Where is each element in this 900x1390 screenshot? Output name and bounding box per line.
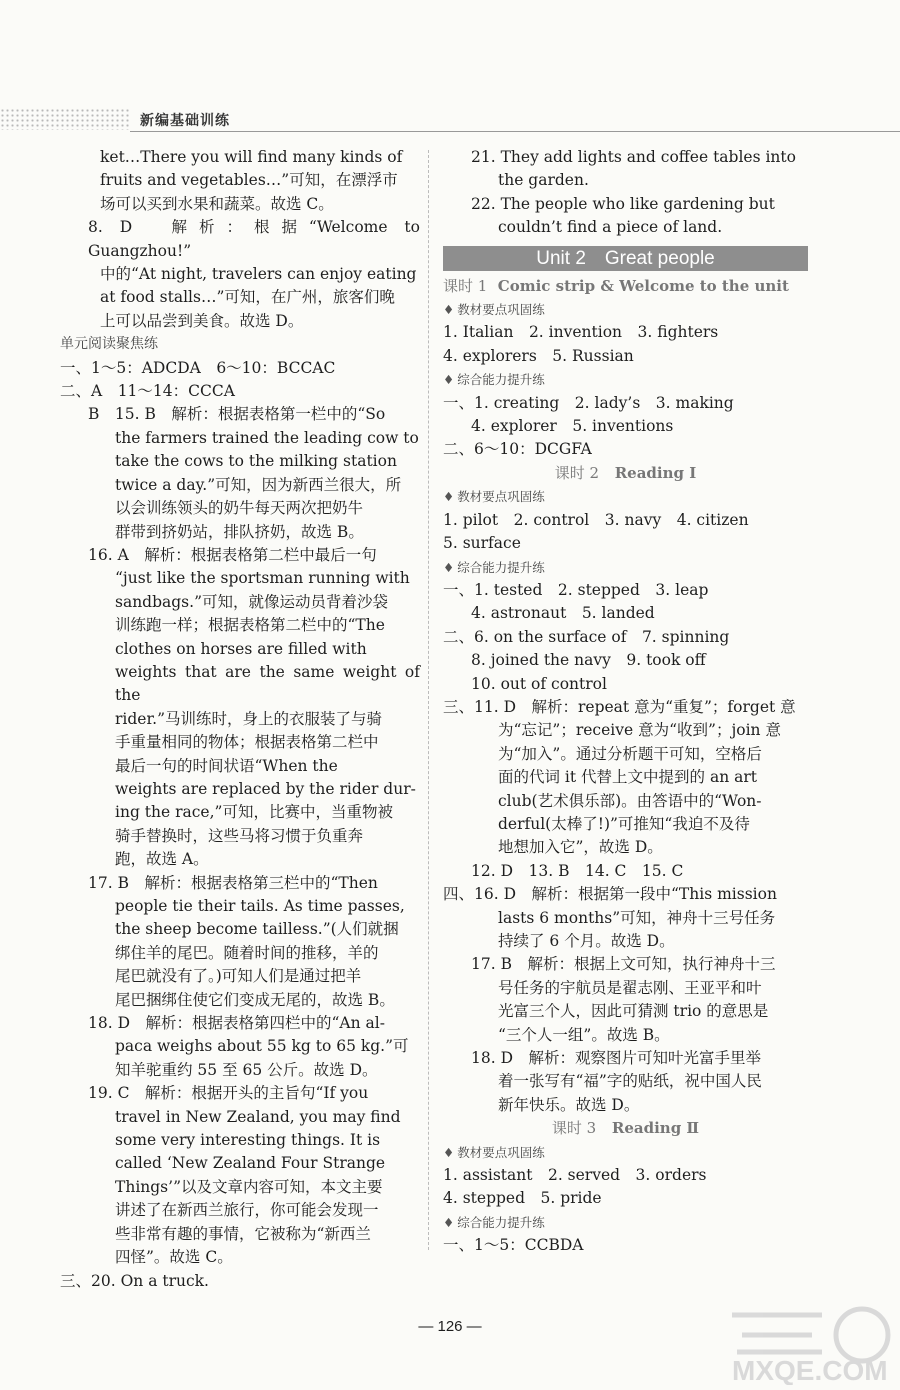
- text-line: lasts 6 months”可知，神舟十三号任务: [498, 908, 776, 927]
- text-line: paca weighs about 55 kg to 65 kg.”可: [115, 1037, 409, 1056]
- text-line: travel in New Zealand, you may find: [115, 1107, 401, 1126]
- text-line: 一、1. creating 2. lady’s 3. making: [443, 393, 734, 412]
- header-dot-pattern: [0, 108, 130, 130]
- text-line: 5. surface: [443, 534, 521, 553]
- lesson-3-heading: [443, 1117, 808, 1140]
- text-line: 尾巴就没有了。)可知人们是通过把羊: [115, 967, 362, 986]
- text-line: 一、1. tested 2. stepped 3. leap: [443, 580, 709, 599]
- text-line: 4. stepped 5. pride: [443, 1189, 602, 1208]
- text-line: 知羊驼重约 55 至 65 公斤。故选 D。: [115, 1060, 378, 1079]
- answer-15: B 15. B 解析：根据表格第一栏中的“So: [88, 405, 386, 424]
- answer-18: 18. D 解析：观察图片可知叶光富手里举: [471, 1049, 762, 1068]
- answer-18: 18. D 解析：根据表格第四栏中的“An al-: [88, 1014, 385, 1033]
- header-rule: [130, 131, 900, 132]
- diamond-icon: ♦: [443, 559, 455, 575]
- text-line: 些非常有趣的事情，它被称为“新西兰: [115, 1224, 371, 1243]
- lesson-2-label: 课时 2: [554, 463, 600, 482]
- text-line: 1. Italian 2. invention 3. fighters: [443, 323, 719, 342]
- text-line: clothes on horses are filled with: [115, 639, 367, 658]
- lesson-1-heading: [443, 275, 808, 298]
- lesson-2-title: Reading Ⅰ: [614, 463, 697, 482]
- text-line: 4. explorer 5. inventions: [471, 417, 674, 436]
- subsection-heading: [443, 368, 808, 391]
- subsection-heading: [443, 556, 808, 579]
- text-line: the garden.: [498, 171, 589, 190]
- text-line: 训练跑一样；根据表格第二栏中的“The: [115, 616, 385, 635]
- diamond-icon: ♦: [443, 302, 455, 318]
- answer-21: 21. They add lights and coffee tables into: [471, 148, 796, 166]
- text-line: 新年快乐。故选 D。: [498, 1095, 640, 1114]
- answer-group-2: 二、A 11～14：CCCA: [60, 382, 235, 401]
- text-line: at food stalls…”可知，在广州，旅客们晚: [100, 288, 395, 307]
- text-line: fruits and vegetables…”可知，在漂浮市: [100, 171, 398, 190]
- watermark-logo: [722, 1300, 897, 1385]
- text-line: 场可以买到水果和蔬菜。故选 C。: [100, 194, 334, 213]
- text-line: 手重量相同的物体；根据表格第二栏中: [115, 733, 379, 752]
- text-line: weights that are the same weight of the: [115, 662, 420, 705]
- answer-group-1: 一、1～5：ADCDA 6～10：BCCAC: [60, 358, 336, 377]
- lesson-1-label: 课时 1: [443, 276, 488, 295]
- right-column: [443, 146, 808, 1258]
- text-line: the farmers trained the leading cow to: [115, 428, 419, 447]
- unit-title-bar: Unit 2 Great people: [443, 246, 808, 271]
- diamond-icon: ♦: [443, 489, 455, 505]
- subsection-heading: [443, 1211, 808, 1234]
- text-line: weights are replaced by the rider dur-: [115, 779, 416, 798]
- text-line: 讲述了在新西兰旅行，你可能会发现一: [115, 1201, 379, 1220]
- text-line: 1. assistant 2. served 3. orders: [443, 1166, 707, 1185]
- text-line: 地想加入它”，故选 D。: [498, 838, 663, 857]
- text-line: 号任务的宇航员是翟志刚、王亚平和叶: [498, 978, 762, 997]
- answer-19: 19. C 解析：根据开头的主旨句“If you: [88, 1084, 369, 1103]
- text-line: people tie their tails. As time passes,: [115, 897, 405, 915]
- text-line: 二、6～10：DCGFA: [443, 440, 592, 459]
- subsection-label: 综合能力提升练: [457, 559, 545, 575]
- text-line: 4. explorers 5. Russian: [443, 346, 634, 365]
- lesson-1-title: Comic strip & Welcome to the unit: [497, 276, 789, 295]
- text-line: 为“忘记”；receive 意为“收到”；join 意: [498, 721, 781, 740]
- subsection-label: 教材要点巩固练: [457, 489, 545, 505]
- subsection-label: 教材要点巩固练: [457, 302, 545, 318]
- text-line: 面的代词 it 代替上文中提到的 an art: [498, 768, 757, 787]
- answer-17: 17. B 解析：根据上文可知，执行神舟十三: [471, 955, 776, 974]
- answer-22: 22. The people who like gardening but: [471, 194, 775, 213]
- text-line: 群带到挤奶站，排队挤奶，故选 B。: [115, 522, 364, 541]
- text-line: derful(太棒了!)”可推知“我迫不及待: [498, 814, 750, 833]
- text-line: rider.”马训练时，身上的衣服装了与骑: [115, 709, 383, 728]
- text-line: the sheep become tailless.”(人们就捆: [115, 920, 399, 939]
- text-line: 中的“At night, travelers can enjoy eating: [100, 265, 417, 284]
- text-line: 1. pilot 2. control 3. navy 4. citizen: [443, 510, 749, 529]
- answer-17: 17. B 解析：根据表格第三栏中的“Then: [88, 873, 378, 892]
- text-line: 跑，故选 A。: [115, 850, 209, 869]
- text-line: twice a day.”可知，因为新西兰很大，所: [115, 475, 402, 494]
- text-line: “三个人一组”。故选 B。: [498, 1025, 670, 1044]
- lesson-3-title: Reading Ⅱ: [611, 1119, 700, 1138]
- diamond-icon: ♦: [443, 372, 455, 388]
- answer-8: 8. D 解析：根据“Welcome to Guangzhou!”: [88, 218, 420, 260]
- diamond-icon: ♦: [443, 1144, 455, 1160]
- diamond-icon: ♦: [443, 1214, 455, 1230]
- text-line: club(艺术俱乐部)。由答语中的“Won-: [498, 791, 762, 810]
- page-header: [0, 100, 900, 140]
- subsection-label: 教材要点巩固练: [457, 1144, 545, 1160]
- text-line: 二、6. on the surface of 7. spinning: [443, 627, 730, 646]
- answers-12-15: 12. D 13. B 14. C 15. C: [471, 861, 684, 880]
- page-number: — 126 —: [418, 1318, 482, 1335]
- text-line: Things’”以及文章内容可知，本文主要: [115, 1177, 383, 1196]
- text-line: 尾巴捆绑住使它们变成无尾的，故选 B。: [115, 990, 395, 1009]
- subsection-label: 综合能力提升练: [457, 372, 545, 388]
- text-line: 骑手替换时，这些马将习惯于负重奔: [115, 826, 364, 845]
- lesson-2-heading: [443, 462, 808, 485]
- text-line: called ‘New Zealand Four Strange: [115, 1154, 386, 1173]
- text-line: take the cows to the milking station: [115, 452, 397, 471]
- answer-11: 三、11. D 解析：repeat 意为“重复”；forget 意: [443, 697, 796, 716]
- text-line: 10. out of control: [471, 674, 607, 693]
- text-line: 持续了 6 个月。故选 D。: [498, 932, 675, 950]
- left-column: [60, 146, 420, 1293]
- answer-16: 16. A 解析：根据表格第二栏中最后一句: [88, 545, 377, 564]
- text-line: 一、1～5：CCBDA: [443, 1236, 584, 1255]
- header-title: 新编基础训练: [140, 113, 230, 129]
- text-line: 上可以品尝到美食。故选 D。: [100, 311, 304, 330]
- text-line: couldn’t find a piece of land.: [498, 218, 723, 237]
- text-line: sandbags.”可知，就像运动员背着沙袋: [115, 592, 388, 611]
- text-line: 着一张写有“福”字的贴纸，祝中国人民: [498, 1072, 762, 1091]
- subsection-heading: [443, 298, 808, 321]
- text-line: ing the race,”可知，比赛中，当重物被: [115, 803, 393, 822]
- text-line: 最后一句的时间状语“When the: [115, 756, 338, 775]
- text-line: 4. astronaut 5. landed: [471, 604, 655, 623]
- text-line: 8. joined the navy 9. took off: [471, 651, 706, 670]
- subsection-heading: [443, 1141, 808, 1164]
- subsection-label: 综合能力提升练: [457, 1214, 545, 1230]
- lesson-3-label: 课时 3: [551, 1119, 597, 1138]
- answer-16: 四、16. D 解析：根据第一段中“This mission: [443, 885, 777, 904]
- watermark-text: MXQE.COM: [732, 1355, 888, 1385]
- column-divider: [428, 150, 429, 1250]
- text-line: 光富三个人，因此可猜测 trio 的意思是: [498, 1002, 769, 1021]
- answer-20: 三、20. On a truck.: [60, 1271, 209, 1290]
- text-line: some very interesting things. It is: [115, 1131, 381, 1150]
- text-line: 以会训练领头的奶牛每天两次把奶牛: [115, 499, 364, 518]
- text-line: “just like the sportsman running with: [115, 569, 410, 588]
- subsection-heading: [443, 485, 808, 508]
- text-line: 绑住羊的尾巴。随着时间的推移，羊的: [115, 943, 379, 962]
- text-line: 四怪”。故选 C。: [115, 1248, 233, 1267]
- text-line: ket…There you will find many kinds of: [100, 148, 403, 166]
- section-title: 单元阅读聚焦练: [60, 336, 158, 353]
- text-line: 为“加入”。通过分析题干可知，空格后: [498, 744, 762, 763]
